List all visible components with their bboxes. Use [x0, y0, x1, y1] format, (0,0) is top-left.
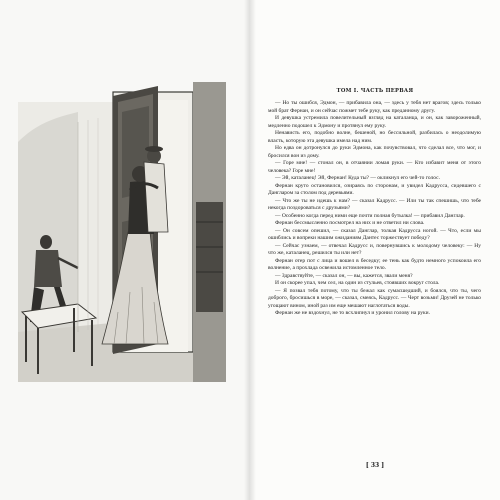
paragraph: И он скорее упал, чем сел, на один из стульев, стоявших вокруг стола. [275, 280, 440, 286]
paragraph: Фернан бессмысленно посмотрел на них и не ответил ни слова. [275, 220, 425, 226]
paragraph: Фернан же не вздохнул, не то всхлипнул и уронил голову на руки. [275, 310, 430, 316]
paragraph: — Здравствуйте, — сказал он, — вы, кажется, звали меня? [275, 272, 413, 279]
paragraph: Фернан отер пот с лица и вошел в беседку; ее тень как будто немного успокоила его волнение, а прохлада освежила истомленное тело. [268, 257, 481, 271]
running-head: ТОМ I. ЧАСТЬ ПЕРВАЯ [336, 88, 414, 94]
paragraph: И девушка устремила повелительный взгляд на каталанца, и он, как завороженный, медленно подошел к Эдмону и протянул ему руку. [268, 115, 481, 129]
paragraph: — Но ты ошибся, Эдмон, — прибавила она, — здесь у тебя нет врагов; здесь только мой брат Фернан, и он сейчас пожмет тебе руку, как преданному другу. [268, 100, 481, 114]
paragraph: — Сейчас узнаем, — отвечал Кадрусс и, повернувшись к молодому человеку: — Ну что же, каталанец, решился ты или нет? [268, 242, 481, 256]
paragraph: — Я позвал тебя потому, что ты бежал как сумасшедший, и боялся, что ты, чего доброго, бросишься в море, — сказал, смеясь, Кадрусс. — Черт возьми! Друзей не только угощают вином, иной раз им еще мешают наглотаться воды. [268, 287, 481, 309]
engraving-illustration [18, 82, 226, 382]
paragraph: — Эй, каталанец! Эй, Фернан! Куда ты? — окликнул его чей-то голос. [275, 175, 440, 181]
paragraph: — Горе мне! — стонал он, в отчаянии ломая руки. — Кто избавит меня от этого человека? Горе мне! [268, 160, 481, 174]
book-gutter [244, 0, 256, 500]
paragraph: — Что же ты не идешь к нам? — сказал Кадрусс. — Или ты так спешишь, что тебе некогда поздороваться с друзьями? [268, 197, 481, 211]
page-number: [ 33 ] [365, 462, 385, 469]
paragraph: — Особенно когда перед ними еще почти полная бутылка! — прибавил Данглар. [275, 212, 465, 219]
body-text [268, 100, 481, 318]
paragraph: Но едва он дотронулся до руки Эдмона, как почувствовал, что сделал все, что мог, и бросился вон из дому. [268, 145, 481, 159]
paragraph: — Он совсем опешил, — сказал Данглар, толкая Кадрусса ногой. — Что, если мы ошиблись и вопреки нашим ожиданиям Дантес торжествует победу? [268, 227, 481, 241]
paragraph: Фернан круто остановился, озираясь по сторонам, и увидел Кадрусса, сидевшего с Дангларом за столом под деревьями. [268, 182, 481, 196]
paragraph: Ненависть его, подобно волне, бешеной, но бессильной, разбилась о неодолимую власть, которую эта девушка имела над ним. [268, 130, 481, 144]
